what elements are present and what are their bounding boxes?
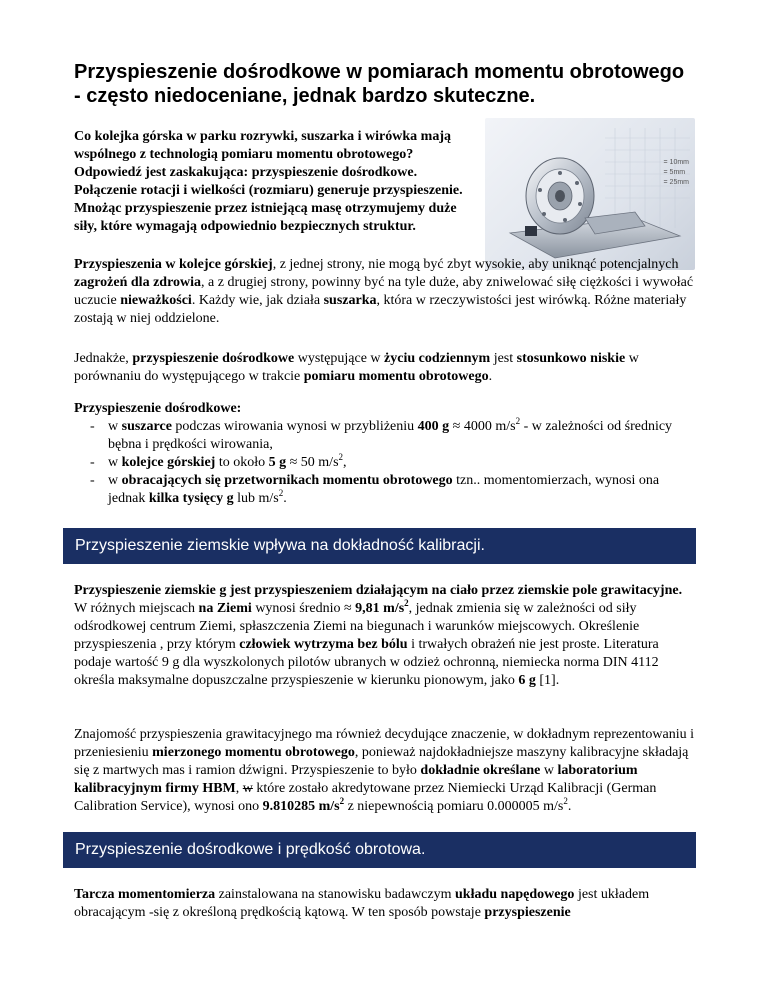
title-line-2: - często niedoceniane, jednak bardzo skuteczne. xyxy=(74,85,536,107)
title-line-1: Przyspieszenie dośrodkowe w pomiarach momentu obrotowego xyxy=(74,61,685,83)
list-dash: - xyxy=(90,473,95,488)
bold-text: kilka tysięcy g xyxy=(148,491,234,506)
bold-text: Przyspieszenie ziemskie g jest przyspieszeniem działającym na ciało przez ziemskie pole grawitacyjne. xyxy=(74,583,683,598)
body-text: Znajomość przyspieszenia grawitacyjnego ma również decydujące znaczenie, w dokładnym reprezentowaniu i przeniesieniu xyxy=(74,727,695,760)
body-text: z niepewnością pomiaru 0.000005 m/s xyxy=(344,799,564,814)
list-item xyxy=(74,454,694,472)
bold-text: dokładnie określane xyxy=(420,763,541,778)
legend-entry: = 10mm xyxy=(663,159,689,166)
legend-entry: = 5mm xyxy=(663,169,686,176)
body-text: jest układem obracającym -się z określoną prędkością kątową. W ten sposób powstaje xyxy=(74,887,650,920)
body-text: jest xyxy=(490,351,517,366)
body-text: , jednak zmienia się w zależności od siły odśrodkowej centrum Ziemi, spłaszczenia Ziemi na biegunach i warunków miejscowych. Określenie przyspieszenia , przy którym xyxy=(74,601,640,652)
legend-entry: = 25mm xyxy=(663,179,689,186)
list-dash: - xyxy=(90,419,95,434)
body-text: . xyxy=(567,799,572,814)
list-dash: - xyxy=(90,455,95,470)
bold-text: mierzonego momentu obrotowego xyxy=(152,745,355,760)
bold-text: 5 g xyxy=(268,455,287,470)
bold-text: układu napędowego xyxy=(455,887,575,902)
bold-text: przyspieszenie xyxy=(484,905,571,920)
body-text: w xyxy=(108,473,122,488)
struck-text: w xyxy=(242,781,253,796)
bold-text: Tarcza momentomierza xyxy=(74,887,216,902)
body-text: w xyxy=(108,455,122,470)
body-text: Jednakże, xyxy=(74,351,133,366)
body-text: w xyxy=(108,419,122,434)
roller-coaster-paragraph xyxy=(74,256,694,328)
everyday-paragraph xyxy=(74,350,694,386)
superscript: 2 xyxy=(339,796,345,806)
body-text: wynosi średnio ≈ xyxy=(251,601,356,616)
body-text: [1]. xyxy=(535,673,560,688)
bold-text: zagrożeń dla zdrowia xyxy=(74,275,202,290)
bold-text: kolejce górskiej xyxy=(121,455,216,470)
body-text: , xyxy=(235,781,243,796)
list-item xyxy=(74,472,694,508)
body-text: . xyxy=(283,491,287,506)
bold-text: 9,81 m/s xyxy=(355,601,405,616)
bold-text: przyspieszenie dośrodkowe xyxy=(132,351,295,366)
rotation-paragraph xyxy=(74,886,694,922)
body-text: i trwałych obrażeń nie jest proste. Literatura podaje wartość 9 g dla wyszkolonych pilotów ubranych w odzież ochronną, niemiecka norma DIN 4112 określa maksymalne dopuszczalne przyspieszenie w kierunku pionowym, jako xyxy=(74,637,659,688)
bold-text: laboratorium kalibracyjnym firmy HBM xyxy=(74,763,638,796)
list-item xyxy=(74,418,694,454)
body-text: W różnych miejscach xyxy=(74,601,199,616)
body-text: . Każdy wie, jak działa xyxy=(191,293,324,308)
body-text: , z jednej strony, nie mogą być zbyt wysokie, aby uniknąć potencjalnych xyxy=(272,257,682,272)
bold-text: na Ziemi xyxy=(198,601,252,616)
body-text: to około xyxy=(215,455,269,470)
body-text: , xyxy=(343,455,347,470)
intro-paragraph: Co kolejka górska w parku rozrywki, suszarka i wirówka mają wspólnego z technologią pomiaru momentu obrotowego? Odpowiedź jest zaskakująca: przyspieszenie dośrodkowe. Połączenie rotacji i wielkości (rozmiaru) generuje przyspieszenie. Mnożąc przyspieszenie przez istniejącą masę otrzymujemy duże siły, które wymagają odpowiednio bezpiecznych struktur. xyxy=(74,129,463,234)
body-text: , a z drugiej strony, powinny być na tyle duże, aby zniwelować siłę ciężkości i wywołać uczucie xyxy=(74,275,694,308)
bold-text: 9.810285 m/s xyxy=(262,799,340,814)
acceleration-list xyxy=(74,400,694,508)
body-text: ≈ 50 m/s xyxy=(286,455,339,470)
bold-text: 6 g xyxy=(518,673,536,688)
list-heading: Przyspieszenie dośrodkowe: xyxy=(74,401,242,416)
bold-text: pomiaru momentu obrotowego xyxy=(303,369,489,384)
bold-text: suszarka xyxy=(323,293,377,308)
superscript: 2 xyxy=(515,416,521,426)
section-heading-gravity: Przyspieszenie ziemskie wpływa na dokładność kalibracji. xyxy=(63,528,696,564)
body-text: podczas wirowania wynosi w przybliżeniu xyxy=(171,419,418,434)
body-text: ≈ 4000 m/s xyxy=(449,419,516,434)
body-text: zainstalowana na stanowisku badawczym xyxy=(215,887,455,902)
bold-text: obracających się przetwornikach momentu obrotowego xyxy=(121,473,453,488)
body-text: . xyxy=(488,369,493,384)
superscript: 2 xyxy=(563,796,568,806)
bold-text: stosunkowo niskie xyxy=(516,351,626,366)
superscript: 2 xyxy=(278,488,284,498)
body-text: , ponieważ najdokładniejsze maszyny kalibracyjne składają się z martwych mas i ramion dźwigni. Przyspieszenie to było xyxy=(74,745,689,778)
torque-flange-illustration xyxy=(485,118,695,270)
bold-text: 400 g xyxy=(417,419,450,434)
body-text: tzn.. momentomierzach, wynosi ona jednak xyxy=(108,473,660,506)
body-text: w porównaniu do występującego w trakcie xyxy=(74,351,639,384)
body-text: w xyxy=(540,763,558,778)
superscript: 2 xyxy=(404,598,409,608)
bold-text: suszarce xyxy=(121,419,172,434)
body-text: lub m/s xyxy=(233,491,279,506)
bold-text: nieważkości xyxy=(120,293,192,308)
section-heading-rotation: Przyspieszenie dośrodkowe i prędkość obrotowa. xyxy=(63,832,696,868)
bold-text: człowiek wytrzyma bez bólu xyxy=(239,637,408,652)
bold-text: Przyspieszenia w kolejce górskiej xyxy=(74,257,273,272)
body-text: , która w rzeczywistości jest wirówką. Różne materiały zostają w niej oddzielone. xyxy=(74,293,687,326)
body-text: - w zależności od średnicy bębna i prędkości wirowania, xyxy=(108,419,673,452)
figure-legend xyxy=(664,158,689,188)
torque-flange-image xyxy=(485,118,695,270)
bold-text: życiu codziennym xyxy=(384,351,491,366)
gravity-paragraph xyxy=(74,582,694,690)
superscript: 2 xyxy=(338,452,344,462)
body-text: które zostało akredytowane przez Niemiecki Urząd Kalibracji (German Calibration Service), wynosi ono xyxy=(74,781,657,814)
body-text: występujące w xyxy=(294,351,385,366)
calibration-paragraph xyxy=(74,726,694,816)
page-title xyxy=(74,60,714,108)
